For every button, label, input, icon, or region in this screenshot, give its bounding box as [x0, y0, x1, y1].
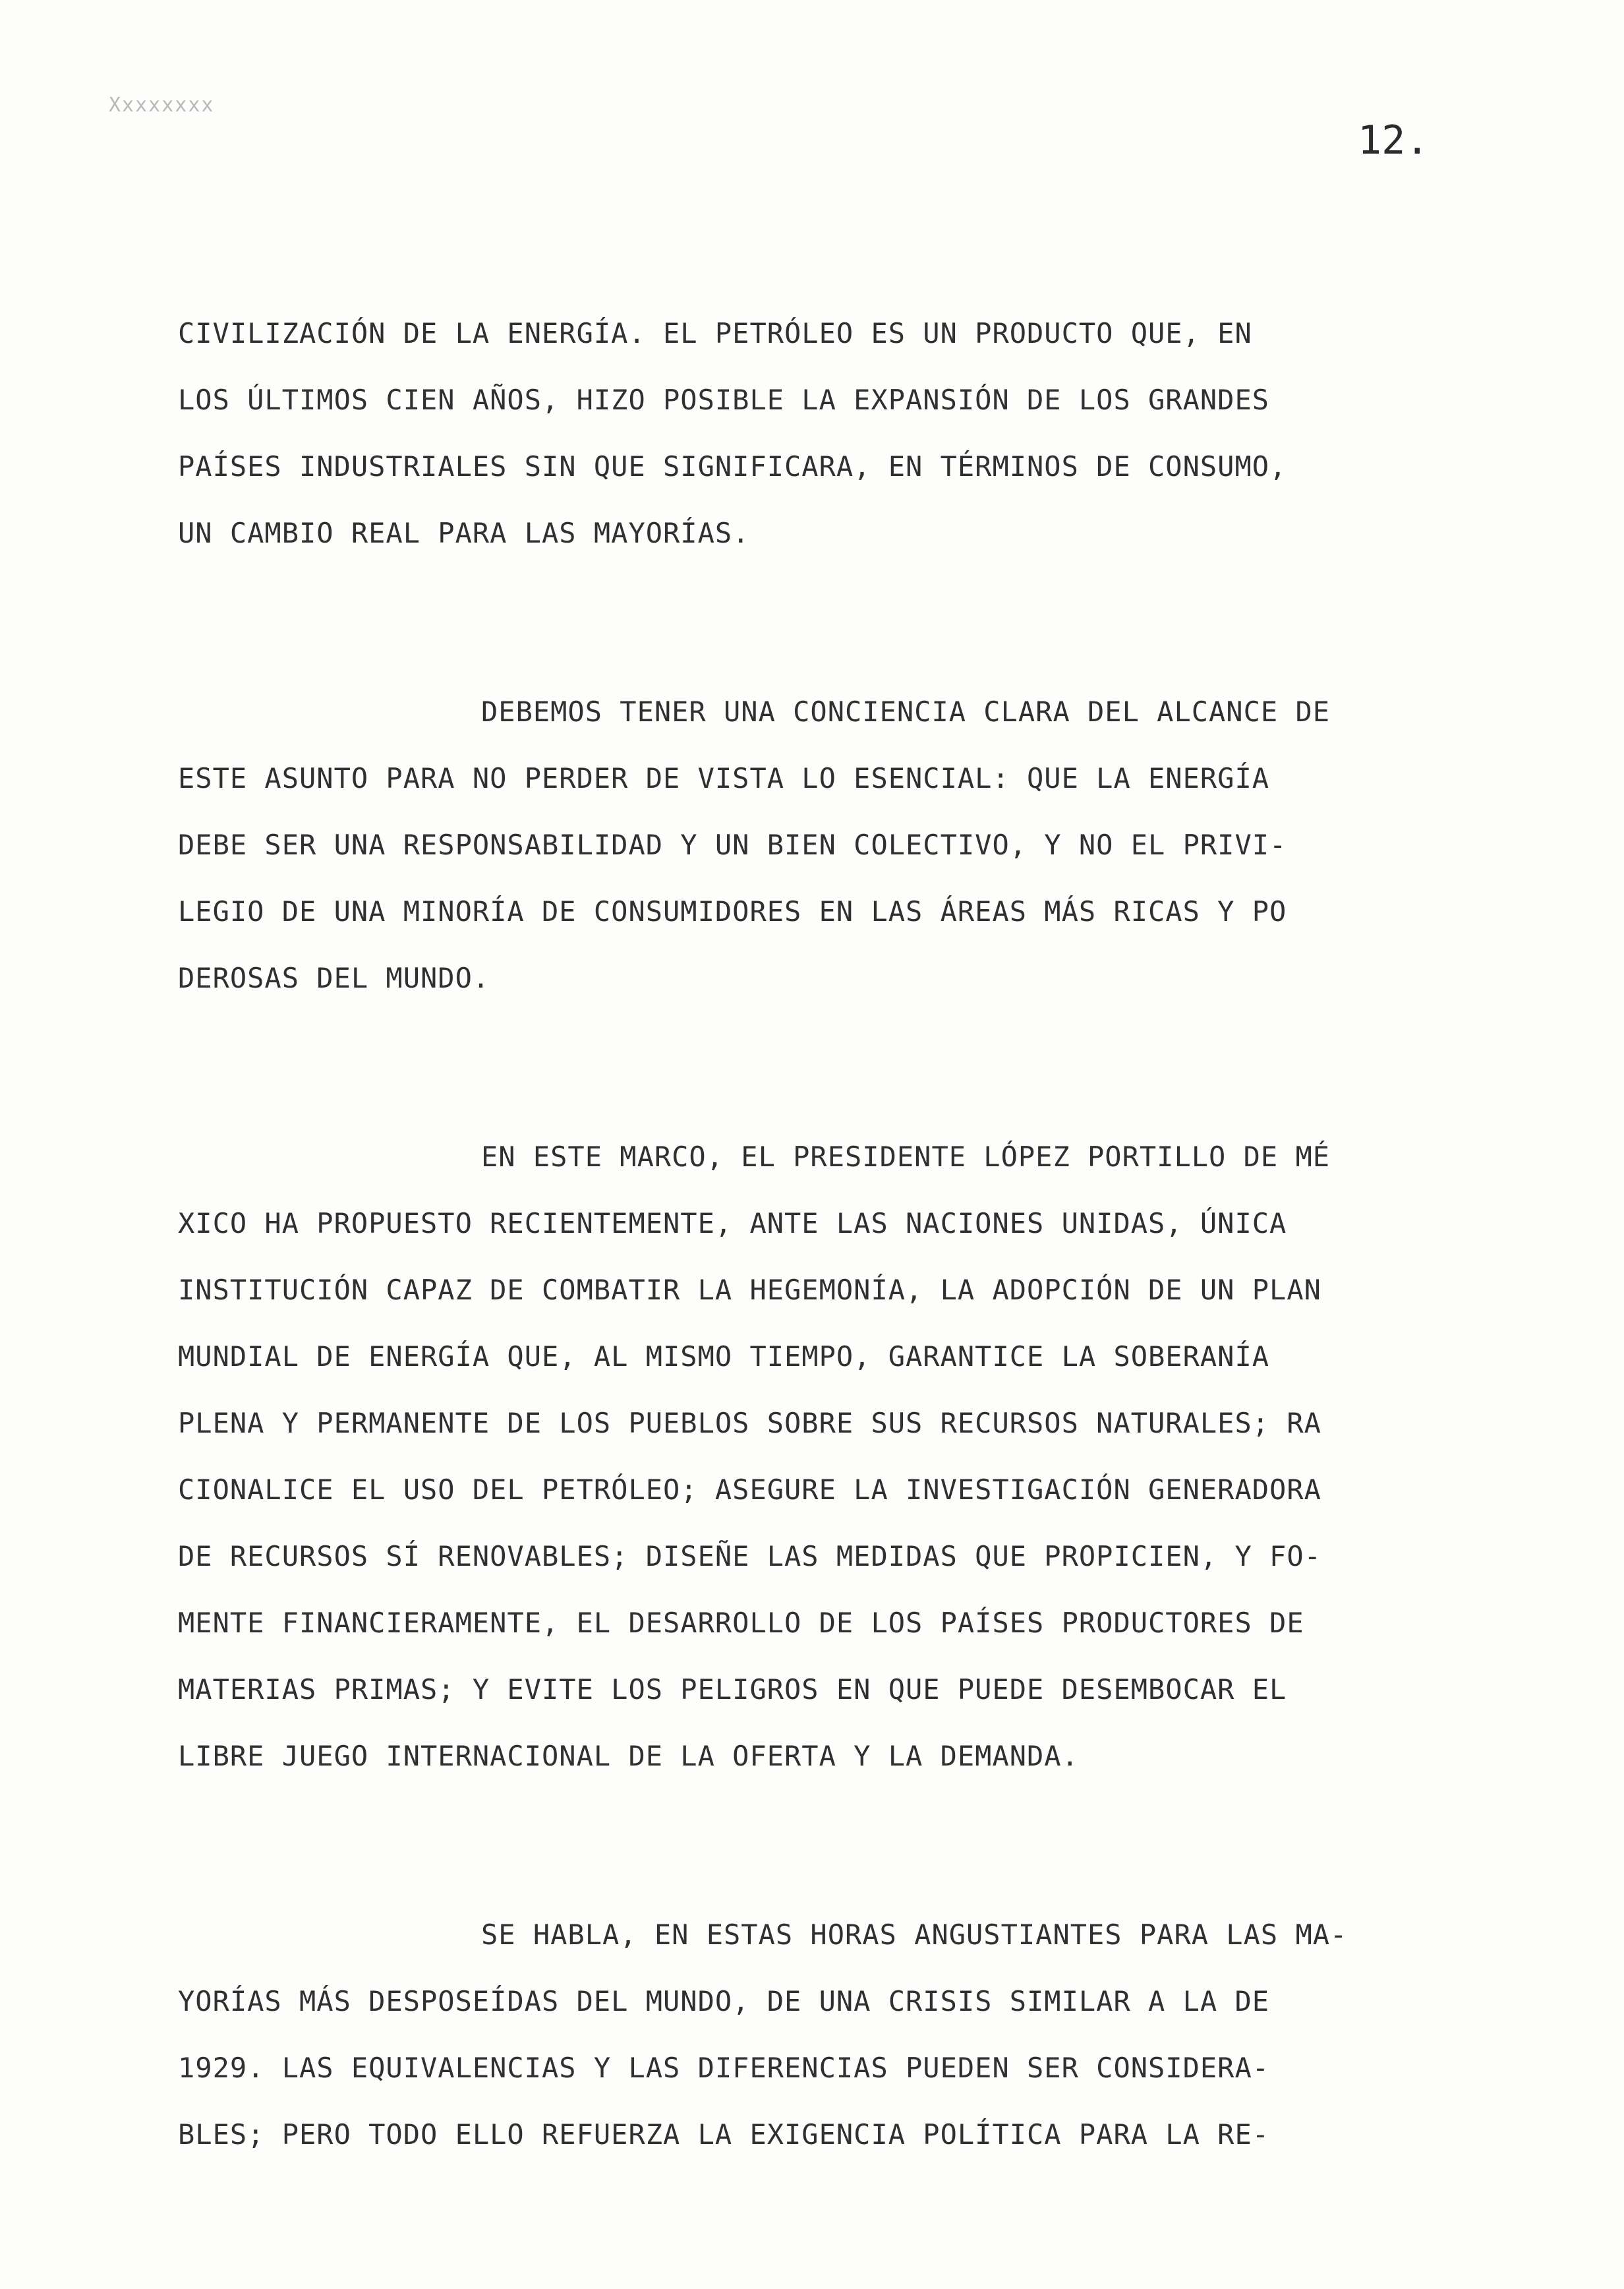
page-number: 12.: [1358, 117, 1430, 164]
paragraph-2: [178, 678, 1509, 1011]
paragraph-1: [178, 300, 1509, 566]
text-line: BLES; PERO TODO ELLO REFUERZA LA EXIGENCIA POLÍTICA PARA LA RE-: [178, 2118, 1270, 2151]
faded-header-mark: Xxxxxxxx: [109, 94, 215, 117]
text-line: LIBRE JUEGO INTERNACIONAL DE LA OFERTA Y LA DEMANDA.: [178, 1740, 1079, 1772]
text-line: EN ESTE MARCO, EL PRESIDENTE LÓPEZ PORTILLO DE MÉ: [481, 1141, 1331, 1173]
text-line: MENTE FINANCIERAMENTE, EL DESARROLLO DE LOS PAÍSES PRODUCTORES DE: [178, 1607, 1304, 1639]
text-line: CIVILIZACIÓN DE LA ENERGÍA. EL PETRÓLEO ES UN PRODUCTO QUE, EN: [178, 317, 1252, 349]
text-line: LEGIO DE UNA MINORÍA DE CONSUMIDORES EN LAS ÁREAS MÁS RICAS Y PO: [178, 895, 1287, 928]
text-line: YORÍAS MÁS DESPOSEÍDAS DEL MUNDO, DE UNA CRISIS SIMILAR A LA DE: [178, 1985, 1270, 2017]
text-line: SE HABLA, EN ESTAS HORAS ANGUSTIANTES PARA LAS MA-: [481, 1918, 1348, 1951]
text-line: CIONALICE EL USO DEL PETRÓLEO; ASEGURE LA INVESTIGACIÓN GENERADORA: [178, 1473, 1321, 1506]
text-line: DEROSAS DEL MUNDO.: [178, 962, 490, 994]
document-body: [178, 300, 1509, 2168]
text-line: DE RECURSOS SÍ RENOVABLES; DISEÑE LAS MEDIDAS QUE PROPICIEN, Y FO-: [178, 1540, 1321, 1572]
text-line: INSTITUCIÓN CAPAZ DE COMBATIR LA HEGEMONÍA, LA ADOPCIÓN DE UN PLAN: [178, 1274, 1321, 1306]
text-line: 1929. LAS EQUIVALENCIAS Y LAS DIFERENCIAS PUEDEN SER CONSIDERA-: [178, 2052, 1270, 2084]
paragraph-3: [178, 1123, 1509, 1789]
text-line: MUNDIAL DE ENERGÍA QUE, AL MISMO TIEMPO, GARANTICE LA SOBERANÍA: [178, 1340, 1270, 1373]
text-line: XICO HA PROPUESTO RECIENTEMENTE, ANTE LAS NACIONES UNIDAS, ÚNICA: [178, 1207, 1287, 1239]
text-line: ESTE ASUNTO PARA NO PERDER DE VISTA LO ESENCIAL: QUE LA ENERGÍA: [178, 762, 1270, 794]
text-line: UN CAMBIO REAL PARA LAS MAYORÍAS.: [178, 517, 750, 549]
text-line: DEBEMOS TENER UNA CONCIENCIA CLARA DEL ALCANCE DE: [481, 696, 1331, 728]
text-line: PLENA Y PERMANENTE DE LOS PUEBLOS SOBRE SUS RECURSOS NATURALES; RA: [178, 1407, 1321, 1439]
text-line: LOS ÚLTIMOS CIEN AÑOS, HIZO POSIBLE LA EXPANSIÓN DE LOS GRANDES: [178, 384, 1270, 416]
text-line: MATERIAS PRIMAS; Y EVITE LOS PELIGROS EN QUE PUEDE DESEMBOCAR EL: [178, 1673, 1287, 1706]
text-line: PAÍSES INDUSTRIALES SIN QUE SIGNIFICARA, EN TÉRMINOS DE CONSUMO,: [178, 450, 1287, 483]
paragraph-4: [178, 1901, 1509, 2168]
text-line: DEBE SER UNA RESPONSABILIDAD Y UN BIEN COLECTIVO, Y NO EL PRIVI-: [178, 829, 1287, 861]
